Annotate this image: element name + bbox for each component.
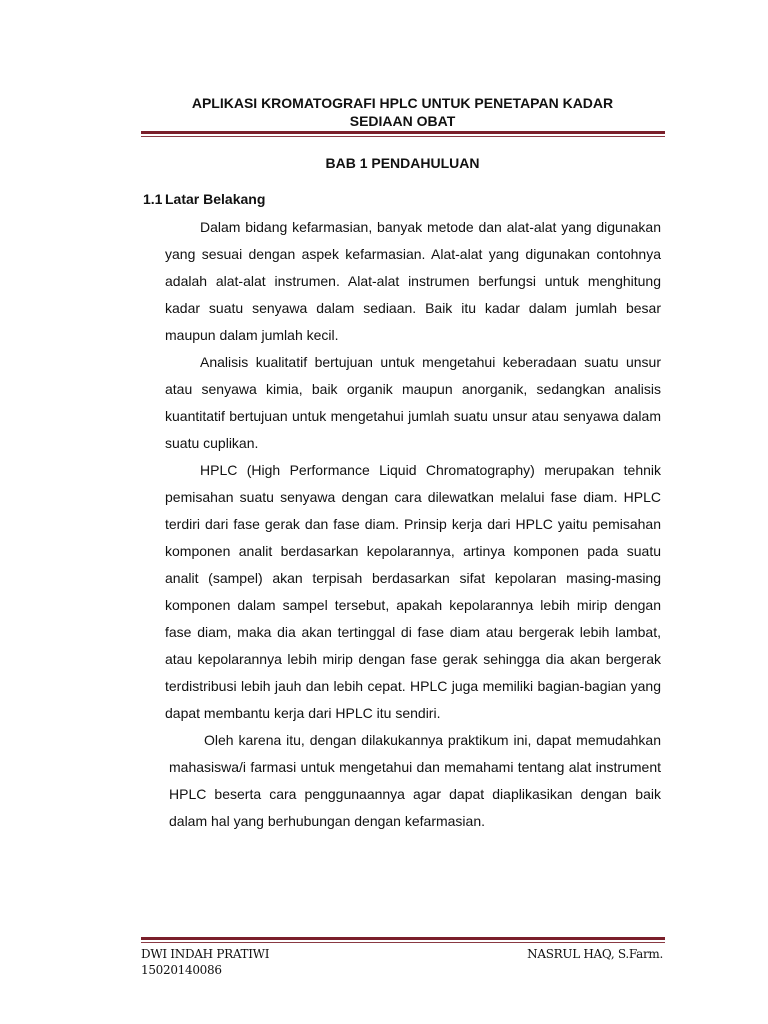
paragraph-2: Analisis kualitatif bertujuan untuk mengetahui keberadaan suatu unsur atau senyawa kimia, baik organik maupun anorganik, sedangkan analisis kuantitatif bertujuan untuk mengetahui jumlah suatu unsur atau senyawa dalam suatu cuplikan. (165, 354, 661, 451)
header-divider-thick-line (141, 131, 665, 134)
footer-divider-thin-line (141, 942, 665, 943)
document-title (140, 94, 665, 130)
author-id: 15020140086 (141, 963, 222, 977)
footer-supervisor (527, 946, 663, 962)
paragraph-1: Dalam bidang kefarmasian, banyak metode dan alat-alat yang digunakan yang sesuai dengan aspek kefarmasian. Alat-alat yang digunakan contohnya adalah alat-alat instrumen. Alat-alat instrumen berfungsi untuk menghitung kadar suatu senyawa dalam sediaan. Baik itu kadar dalam jumlah besar maupun dalam jumlah kecil. (165, 219, 661, 343)
section-number: 1.1 (143, 191, 163, 207)
supervisor-name: NASRUL HAQ, S.Farm. (527, 947, 663, 961)
body-text (165, 214, 661, 835)
document-title-line-2: SEDIAAN OBAT (349, 113, 456, 129)
document-title-line-1: APLIKASI KROMATOGRAFI HPLC UNTUK PENETAPAN KADAR (191, 95, 614, 111)
chapter-heading: BAB 1 PENDAHULUAN (325, 155, 480, 171)
section-title: Latar Belakang (165, 191, 266, 207)
footer-divider (141, 937, 665, 943)
footer-author (141, 946, 269, 978)
paragraph-3: HPLC (High Performance Liquid Chromatography) merupakan tehnik pemisahan suatu senyawa dengan cara dilewatkan melalui fase diam. HPLC terdiri dari fase gerak dan fase diam. Prinsip kerja dari HPLC yaitu pemisahan komponen analit berdasarkan kepolarannya, artinya komponen pada suatu analit (sampel) akan terpisah berdasarkan sifat kepolaran masing-masing komponen dalam sampel tersebut, apakah kepolarannya lebih mirip dengan fase diam, maka dia akan tertinggal di fase diam atau bergerak lebih lambat, atau kepolarannya lebih mirip dengan fase gerak sehingga dia akan bergerak terdistribusi lebih jauh dan lebih cepat. HPLC juga memiliki bagian-bagian yang dapat membantu kerja dari HPLC itu sendiri. (165, 462, 661, 721)
section-heading (143, 191, 265, 207)
author-name: DWI INDAH PRATIWI (141, 947, 270, 961)
footer-divider-thick-line (141, 937, 665, 940)
header-divider (141, 131, 665, 137)
header-divider-thin-line (141, 136, 665, 137)
paragraph-4: Oleh karena itu, dengan dilakukannya praktikum ini, dapat memudahkan mahasiswa/i farmasi untuk mengetahui dan memahami tentang alat instrument HPLC beserta cara penggunaannya agar dapat diaplikasikan dengan baik dalam hal yang berhubungan dengan kefarmasian. (169, 732, 661, 829)
